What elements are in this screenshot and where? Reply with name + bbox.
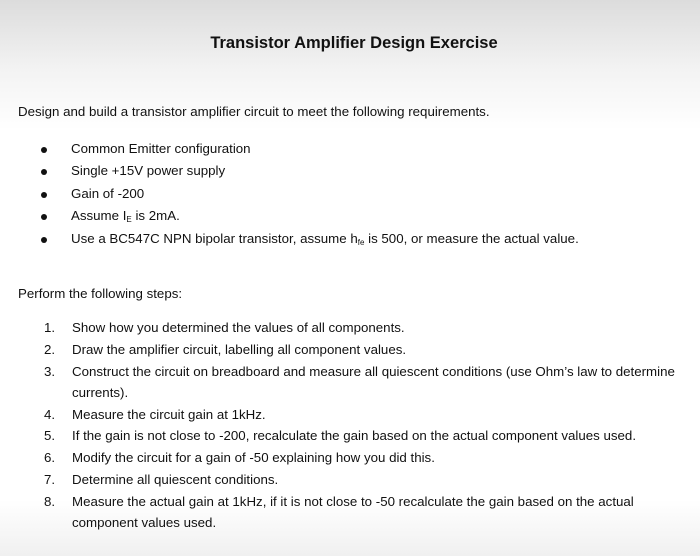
step-text: Show how you determined the values of all components. xyxy=(72,320,405,335)
step-item xyxy=(40,339,692,360)
step-text: Construct the circuit on breadboard and measure all quiescent conditions (use Ohm’s law to determine currents). xyxy=(72,363,675,400)
intro-text: Design and build a transistor amplifier circuit to meet the following requirements. xyxy=(18,104,490,119)
requirement-text: is 2mA. xyxy=(131,208,180,224)
step-number: 7. xyxy=(44,471,56,487)
step-item xyxy=(40,447,692,468)
steps-list xyxy=(40,317,692,534)
step-text: If the gain is not close to -200, recalculate the gain based on the actual component values used. xyxy=(72,428,637,444)
step-item xyxy=(40,404,692,425)
step-number: 6. xyxy=(44,450,56,466)
document-title: Transistor Amplifier Design Exercise xyxy=(210,34,498,52)
requirement-item: Gain of -200 xyxy=(40,183,579,205)
requirement-text: Assume I xyxy=(71,208,127,224)
step-text: Modify the circuit for a gain of -50 explaining how you did this. xyxy=(72,450,435,466)
step-number: 3. xyxy=(44,363,56,379)
requirement-text: is 500, or measure the actual value. xyxy=(364,230,579,246)
step-item xyxy=(40,361,692,403)
steps-heading: Perform the following steps: xyxy=(18,286,183,301)
step-item xyxy=(40,491,692,533)
step-number: 4. xyxy=(44,406,56,422)
requirement-item xyxy=(40,228,579,250)
step-text: Measure the actual gain at 1kHz, if it is not close to -50 recalculate the gain based on the actual component values used. xyxy=(72,493,634,530)
step-item xyxy=(40,317,692,338)
step-text: Measure the circuit gain at 1kHz. xyxy=(72,406,266,422)
step-item xyxy=(40,469,692,490)
requirement-text: Use a BC547C NPN bipolar transistor, assume h xyxy=(71,230,358,246)
step-number: 8. xyxy=(44,493,56,509)
step-item xyxy=(40,425,692,446)
subscript: E xyxy=(126,215,132,225)
requirement-item: Common Emitter configuration xyxy=(40,138,579,160)
step-text: Determine all quiescent conditions. xyxy=(72,471,279,487)
requirement-item xyxy=(40,205,579,227)
step-text: Draw the amplifier circuit, labelling all component values. xyxy=(72,341,407,357)
requirement-item: Single +15V power supply xyxy=(40,160,579,182)
step-number: 1. xyxy=(44,320,56,335)
step-number: 2. xyxy=(44,341,56,357)
step-number: 5. xyxy=(44,428,56,444)
subscript: fe xyxy=(357,237,365,247)
requirements-list xyxy=(40,138,579,250)
